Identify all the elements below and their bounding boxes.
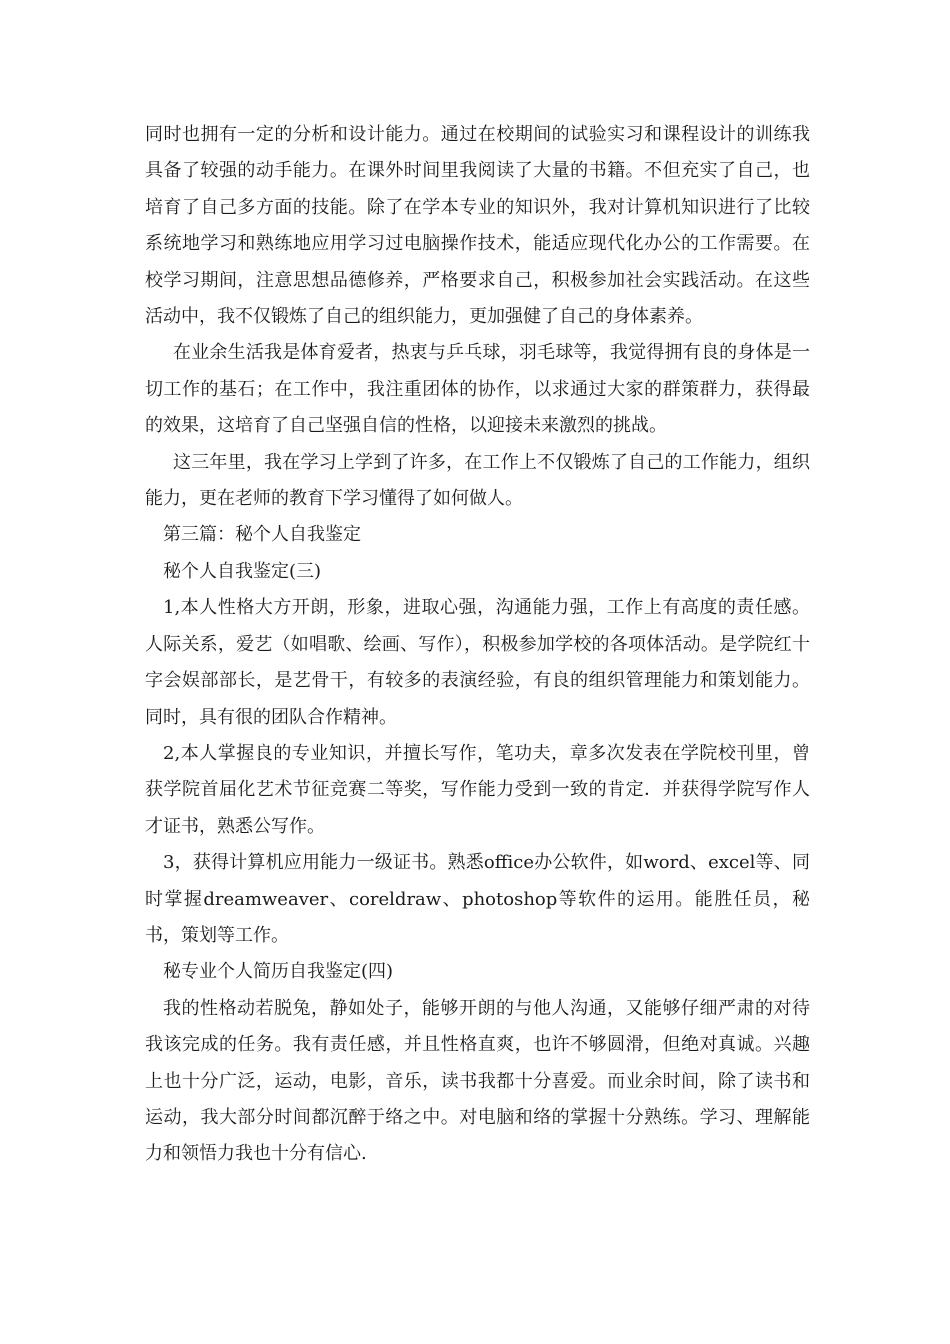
paragraph-three-years: 这三年里，我在学习上学到了许多，在工作上不仅锻炼了自己的工作能力，组织能力，更在老师的教育下学习懂得了如何做人。 xyxy=(145,451,810,510)
paragraph-item-3: 3，获得计算机应用能力一级证书。熟悉office办公软件，如word、excel等、同时掌握dreamweaver、coreldraw、photoshop等软件的运用。能胜任员，秘书，策划等工作。 xyxy=(145,852,810,946)
paragraph-item-2: 2,本人掌握良的专业知识，并擅长写作，笔功夫，章多次发表在学院校刊里，曾获学院首届化艺术节征竞赛二等奖，写作能力受到一致的肯定．并获得学院写作人才证书，熟悉公写作。 xyxy=(145,742,810,837)
paragraph-item-1: 1,本人性格大方开朗，形象，进取心强，沟通能力强，工作上有高度的责任感。人际关系，爱艺（如唱歌、绘画、写作），积极参加学校的各项体活动。是学院红十字会娱部部长，是艺骨干，有较多的表演经验，有良的组织管理能力和策划能力。同时，具有很的团队合作精神。 xyxy=(145,597,810,728)
section-subtitle-three: 秘个人自我鉴定(三) xyxy=(163,560,322,582)
paragraph-personality: 我的性格动若脱兔，静如处子，能够开朗的与他人沟通，又能够仔细严肃的对待我该完成的任务。我有责任感，并且性格直爽，也许不够圆滑，但绝对真诚。兴趣上也十分广泛，运动，电影，音乐，读书我都十分喜爱。而业余时间，除了读书和运动，我大部分时间都沉醉于络之中。对电脑和络的掌握十分熟练。学习、理解能力和领悟力我也十分有信心. xyxy=(145,997,810,1165)
document-body xyxy=(145,117,810,1173)
section-title-part-three: 第三篇：秘个人自我鉴定 xyxy=(163,524,361,546)
section-subtitle-four: 秘专业个人简历自我鉴定(四) xyxy=(163,961,394,983)
paragraph-hobbies: 在业余生活我是体育爱者，热衷与乒乓球，羽毛球等，我觉得拥有良的身体是一切工作的基石；在工作中，我注重团体的协作，以求通过大家的群策群力，获得最的效果，这培育了自己坚强自信的性格，以迎接未来激烈的挑战。 xyxy=(145,342,810,437)
paragraph-intro-continuation: 同时也拥有一定的分析和设计能力。通过在校期间的试验实习和课程设计的训练我具备了较强的动手能力。在课外时间里我阅读了大量的书籍。不但充实了自己，也培育了自己多方面的技能。除了在学本专业的知识外，我对计算机知识进行了比较系统地学习和熟练地应用学习过电脑操作技术，能适应现代化办公的工作需要。在校学习期间，注意思想品德修养，严格要求自己，积极参加社会实践活动。在这些活动中，我不仅锻炼了自己的组织能力，更加强健了自己的身体素养。 xyxy=(145,124,810,328)
